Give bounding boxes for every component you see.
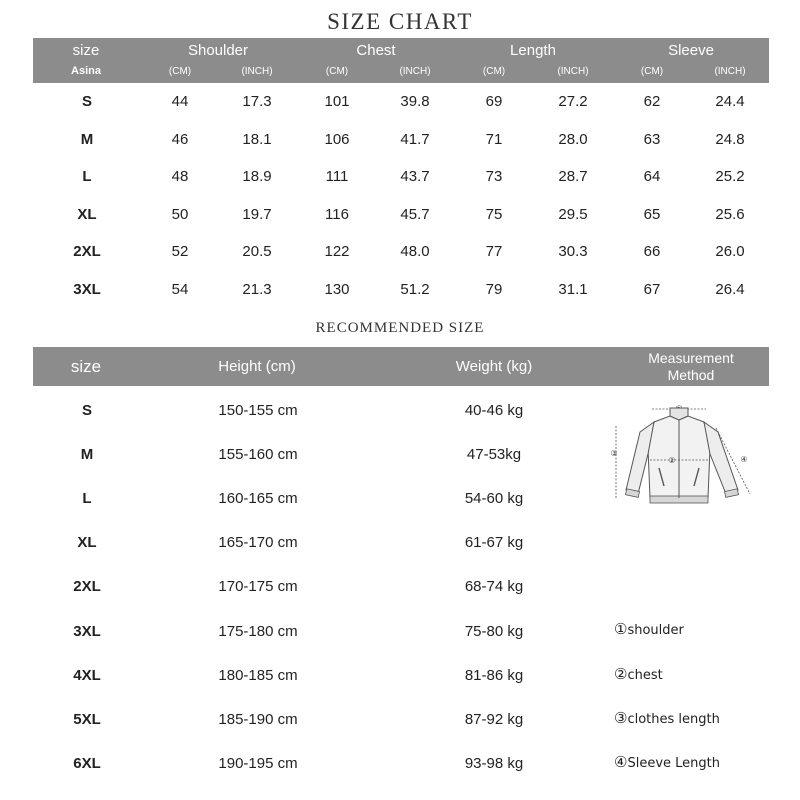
height-cell: 150-155 cm [218, 402, 298, 419]
value-cell: 79 [485, 281, 503, 298]
header-unit-inch: (INCH) [399, 66, 431, 77]
value-cell: 18.1 [242, 131, 272, 148]
value-cell: 30.3 [558, 243, 588, 260]
header-measurement-method [648, 350, 734, 384]
table-row [0, 237, 800, 267]
value-cell: 24.4 [715, 93, 745, 110]
value-cell: 45.7 [400, 206, 430, 223]
height-cell: 160-165 cm [218, 490, 298, 507]
value-cell: 52 [171, 243, 189, 260]
value-cell: 71 [485, 131, 503, 148]
header-method-line1: Measurement [648, 350, 734, 366]
header-unit-cm: (CM) [325, 66, 349, 77]
value-cell: 46 [171, 131, 189, 148]
height-cell: 170-175 cm [218, 578, 298, 595]
size-cell: 2XL [73, 243, 101, 260]
value-cell: 64 [643, 168, 661, 185]
value-cell: 18.9 [242, 168, 272, 185]
value-cell: 75 [485, 206, 503, 223]
value-cell: 101 [324, 93, 350, 110]
value-cell: 17.3 [242, 93, 272, 110]
value-cell: 122 [324, 243, 350, 260]
legend-label: chest [627, 668, 663, 683]
table-row [0, 200, 800, 230]
height-cell: 185-190 cm [218, 711, 298, 728]
header-unit-cm: (CM) [640, 66, 664, 77]
recommended-size-title: RECOMMENDED SIZE [315, 320, 485, 336]
value-cell: 19.7 [242, 206, 272, 223]
value-cell: 48 [171, 168, 189, 185]
header-asina: Asina [71, 65, 101, 77]
size-cell: 3XL [73, 281, 101, 298]
chest-mark: ② [668, 456, 676, 465]
header-length: Length [510, 42, 556, 59]
legend-number: ③ [614, 709, 628, 727]
value-cell: 106 [324, 131, 350, 148]
table-row [0, 661, 800, 691]
size-cell: L [82, 168, 92, 185]
header-unit-inch: (INCH) [241, 66, 273, 77]
sleeve-mark: ④ [740, 455, 748, 464]
legend-label: clothes length [627, 712, 720, 727]
value-cell: 26.4 [715, 281, 745, 298]
value-cell: 65 [643, 206, 661, 223]
value-cell: 63 [643, 131, 661, 148]
value-cell: 67 [643, 281, 661, 298]
size-cell: 6XL [73, 755, 101, 772]
size-cell: S [81, 93, 93, 110]
value-cell: 28.7 [558, 168, 588, 185]
jacket-icon [604, 398, 754, 520]
table-row [0, 125, 800, 155]
value-cell: 54 [171, 281, 189, 298]
weight-cell: 61-67 kg [464, 534, 524, 551]
size-cell: L [82, 490, 92, 507]
size-cell: M [80, 446, 94, 463]
value-cell: 69 [485, 93, 503, 110]
value-cell: 77 [485, 243, 503, 260]
size-chart-title: SIZE CHART [327, 9, 473, 34]
table-row [0, 87, 800, 117]
height-cell: 175-180 cm [218, 623, 298, 640]
height-cell: 190-195 cm [218, 755, 298, 772]
value-cell: 73 [485, 168, 503, 185]
weight-cell: 47-53kg [466, 446, 522, 463]
value-cell: 39.8 [400, 93, 430, 110]
size-cell: XL [77, 206, 97, 223]
height-cell: 165-170 cm [218, 534, 298, 551]
value-cell: 130 [324, 281, 350, 298]
table-row [0, 162, 800, 192]
weight-cell: 93-98 kg [464, 755, 524, 772]
legend-item-sleeve-length [614, 753, 720, 771]
value-cell: 62 [643, 93, 661, 110]
value-cell: 31.1 [558, 281, 588, 298]
legend-item-shoulder [614, 620, 684, 638]
header-method-line2: Method [667, 367, 715, 383]
value-cell: 28.0 [558, 131, 588, 148]
header-weight: Weight (kg) [455, 358, 533, 375]
header-unit-cm: (CM) [168, 66, 192, 77]
header-height: Height (cm) [218, 358, 296, 375]
legend-number: ① [614, 620, 628, 638]
value-cell: 41.7 [400, 131, 430, 148]
value-cell: 51.2 [400, 281, 430, 298]
header-unit-inch: (INCH) [557, 66, 589, 77]
value-cell: 50 [171, 206, 189, 223]
value-cell: 116 [325, 206, 349, 223]
size-cell: 2XL [73, 578, 101, 595]
length-mark: ③ [610, 449, 618, 458]
header-chest: Chest [356, 42, 396, 59]
legend-item-clothes-length [614, 709, 720, 727]
weight-cell: 68-74 kg [464, 578, 524, 595]
value-cell: 29.5 [558, 206, 588, 223]
value-cell: 20.5 [242, 243, 272, 260]
value-cell: 24.8 [715, 131, 745, 148]
size-cell: M [80, 131, 94, 148]
value-cell: 66 [643, 243, 661, 260]
size-cell: S [81, 402, 93, 419]
value-cell: 21.3 [242, 281, 272, 298]
header-unit-cm: (CM) [482, 66, 506, 77]
size-chart-header [33, 38, 769, 83]
value-cell: 44 [171, 93, 189, 110]
header-size: size [72, 42, 100, 59]
size-cell: 4XL [73, 667, 101, 684]
value-cell: 27.2 [558, 93, 588, 110]
weight-cell: 40-46 kg [464, 402, 524, 419]
table-row [0, 275, 800, 305]
value-cell: 48.0 [400, 243, 430, 260]
legend-label: shoulder [627, 623, 684, 638]
height-cell: 180-185 cm [218, 667, 298, 684]
value-cell: 43.7 [400, 168, 430, 185]
weight-cell: 54-60 kg [464, 490, 524, 507]
table-row [0, 528, 800, 558]
legend-item-chest [614, 665, 663, 683]
height-cell: 155-160 cm [218, 446, 298, 463]
header-shoulder: Shoulder [187, 42, 249, 59]
value-cell: 25.2 [715, 168, 745, 185]
size-cell: 5XL [73, 711, 101, 728]
value-cell: 111 [325, 168, 349, 185]
table-row [0, 572, 800, 602]
legend-number: ④ [614, 753, 628, 771]
legend-label: Sleeve Length [627, 756, 720, 771]
header-size: size [70, 357, 102, 376]
weight-cell: 87-92 kg [464, 711, 524, 728]
recommended-header [33, 347, 769, 386]
weight-cell: 75-80 kg [464, 623, 524, 640]
legend-number: ② [614, 665, 628, 683]
header-sleeve: Sleeve [668, 42, 714, 59]
header-unit-inch: (INCH) [714, 66, 746, 77]
size-cell: 3XL [73, 623, 101, 640]
weight-cell: 81-86 kg [464, 667, 524, 684]
size-cell: XL [77, 534, 97, 551]
value-cell: 26.0 [715, 243, 745, 260]
value-cell: 25.6 [715, 206, 745, 223]
